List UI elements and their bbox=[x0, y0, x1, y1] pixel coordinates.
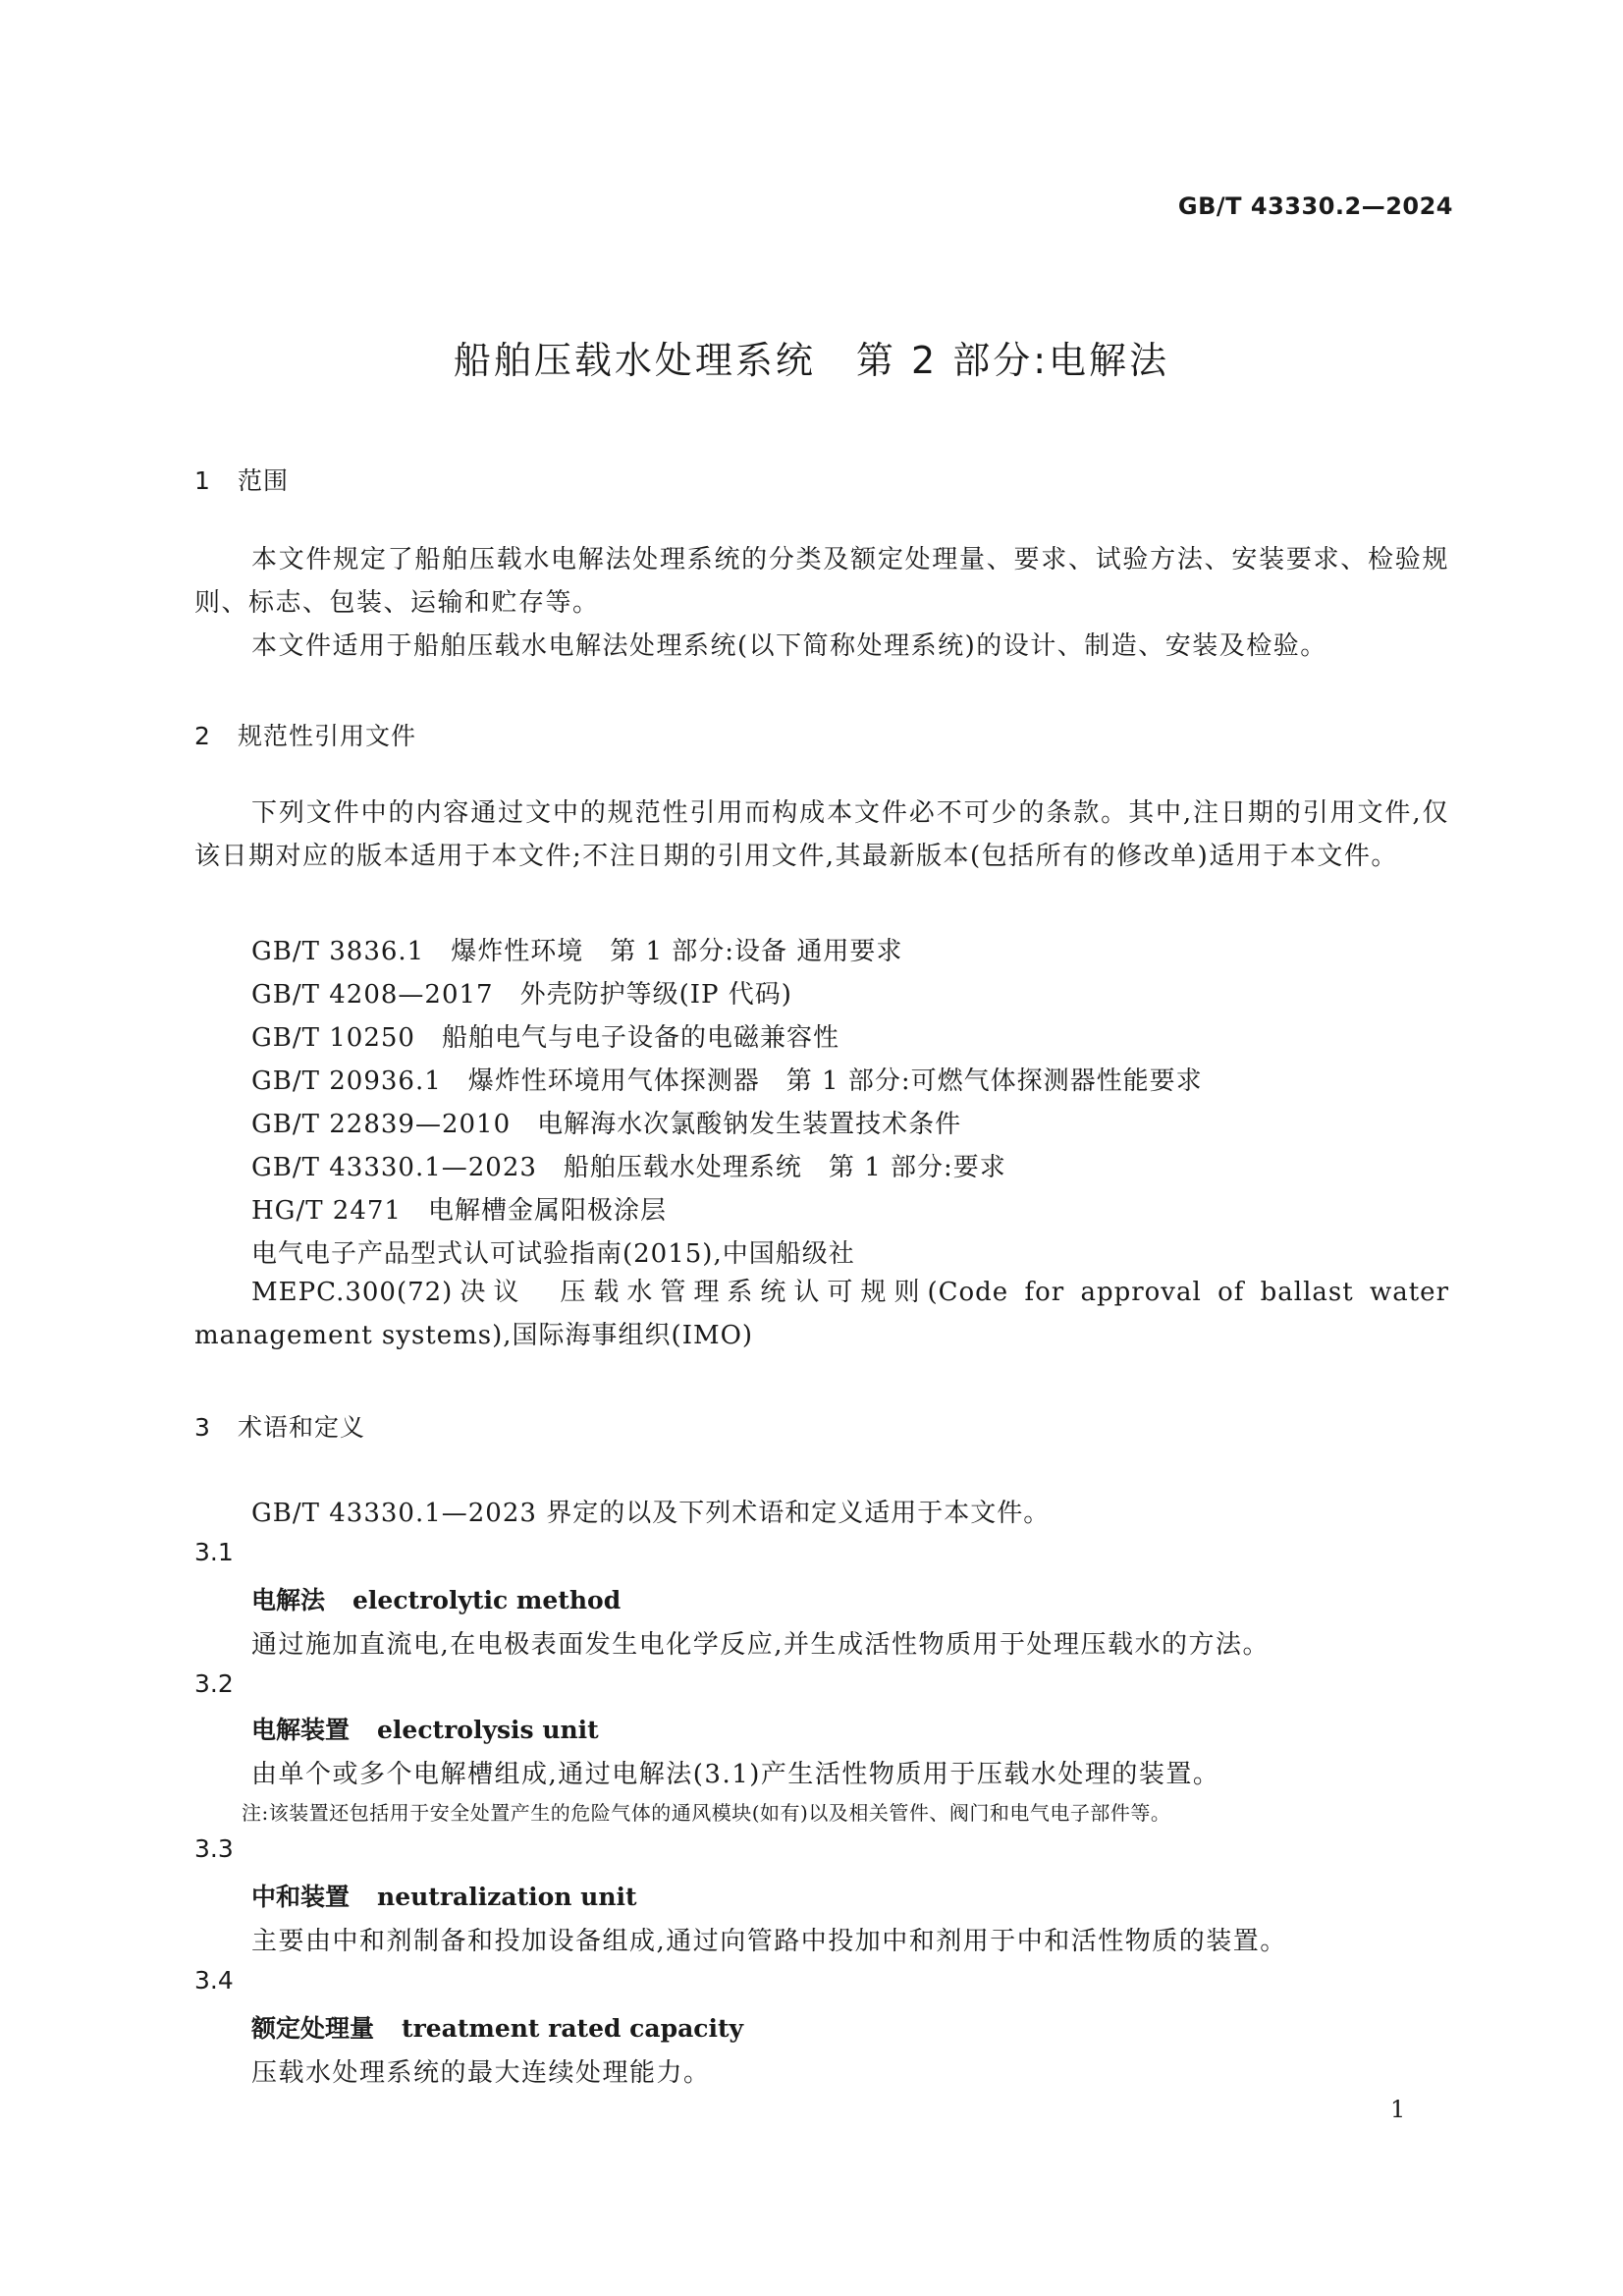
term-entry bbox=[251, 1711, 599, 1746]
reference-item: GB/T 3836.1 爆炸性环境 第 1 部分:设备 通用要求 bbox=[251, 937, 903, 966]
document-title: 船舶压载水处理系统 第 2 部分:电解法 bbox=[453, 339, 1170, 382]
reference-item: GB/T 10250 船舶电气与电子设备的电磁兼容性 bbox=[251, 1023, 839, 1053]
term-en: electrolytic method bbox=[352, 1586, 622, 1614]
standard-code: GB/T 43330.2—2024 bbox=[1177, 192, 1453, 220]
term-number: 3.4 bbox=[194, 1966, 234, 1995]
reference-item: GB/T 4208—2017 外壳防护等级(IP 代码) bbox=[251, 980, 792, 1010]
term-note: 注:该装置还包括用于安全处置产生的危险气体的通风模块(如有)以及相关管件、阀门和电气电子部件等。 bbox=[242, 1801, 1171, 1825]
reference-item: GB/T 20936.1 爆炸性环境用气体探测器 第 1 部分:可燃气体探测器性能要求 bbox=[251, 1066, 1203, 1096]
scope-paragraph-1: 本文件规定了船舶压载水电解法处理系统的分类及额定处理量、要求、试验方法、安装要求、检验规则、标志、包装、运输和贮存等。 bbox=[194, 545, 1449, 618]
reference-item: HG/T 2471 电解槽金属阳极涂层 bbox=[251, 1196, 667, 1226]
scope-paragraph-2: 本文件适用于船舶压载水电解法处理系统(以下简称处理系统)的设计、制造、安装及检验。 bbox=[251, 631, 1327, 661]
term-zh: 电解装置 bbox=[251, 1716, 351, 1744]
section-title: 范围 bbox=[238, 466, 290, 495]
reference-item: GB/T 43330.1—2023 船舶压载水处理系统 第 1 部分:要求 bbox=[251, 1153, 1006, 1182]
term-definition: 由单个或多个电解槽组成,通过电解法(3.1)产生活性物质用于压载水处理的装置。 bbox=[251, 1760, 1220, 1789]
section-number: 2 bbox=[194, 722, 211, 750]
term-zh: 电解法 bbox=[251, 1586, 326, 1614]
term-definition: 通过施加直流电,在电极表面发生电化学反应,并生成活性物质用于处理压载水的方法。 bbox=[251, 1630, 1271, 1660]
section-number: 1 bbox=[194, 466, 211, 495]
term-number: 3.1 bbox=[194, 1538, 234, 1566]
references-intro: 下列文件中的内容通过文中的规范性引用而构成本文件必不可少的条款。其中,注日期的引用文件,仅该日期对应的版本适用于本文件;不注日期的引用文件,其最新版本(包括所有的修改单)适用于本文件。 bbox=[194, 798, 1449, 871]
term-zh: 中和装置 bbox=[251, 1883, 351, 1911]
term-number: 3.2 bbox=[194, 1669, 234, 1698]
term-en: neutralization unit bbox=[377, 1883, 637, 1911]
section-number: 3 bbox=[194, 1413, 211, 1442]
term-entry bbox=[251, 2009, 743, 2045]
term-entry bbox=[251, 1878, 637, 1913]
section-heading-scope bbox=[194, 462, 289, 497]
page-number: 1 bbox=[1390, 2096, 1406, 2123]
reference-item: GB/T 22839—2010 电解海水次氯酸钠发生装置技术条件 bbox=[251, 1110, 962, 1139]
reference-item-mepc: MEPC.300(72)决议 压载水管理系统认可规则(Code for approval of ballast water management systems),国际海事组织(IMO) bbox=[194, 1278, 1449, 1350]
section-heading-terms bbox=[194, 1408, 365, 1444]
term-definition: 主要由中和剂制备和投加设备组成,通过向管路中投加中和剂用于中和活性物质的装置。 bbox=[251, 1927, 1287, 1956]
term-number: 3.3 bbox=[194, 1834, 234, 1863]
reference-item: 电气电子产品型式认可试验指南(2015),中国船级社 bbox=[251, 1239, 855, 1269]
term-en: electrolysis unit bbox=[377, 1716, 599, 1744]
terms-intro: GB/T 43330.1—2023 界定的以及下列术语和定义适用于本文件。 bbox=[251, 1499, 1051, 1528]
term-entry bbox=[251, 1581, 621, 1616]
term-definition: 压载水处理系统的最大连续处理能力。 bbox=[251, 2058, 711, 2088]
section-title: 术语和定义 bbox=[238, 1413, 366, 1442]
term-zh: 额定处理量 bbox=[251, 2014, 375, 2043]
term-en: treatment rated capacity bbox=[402, 2014, 744, 2043]
section-heading-references bbox=[194, 717, 416, 752]
section-title: 规范性引用文件 bbox=[238, 722, 417, 750]
